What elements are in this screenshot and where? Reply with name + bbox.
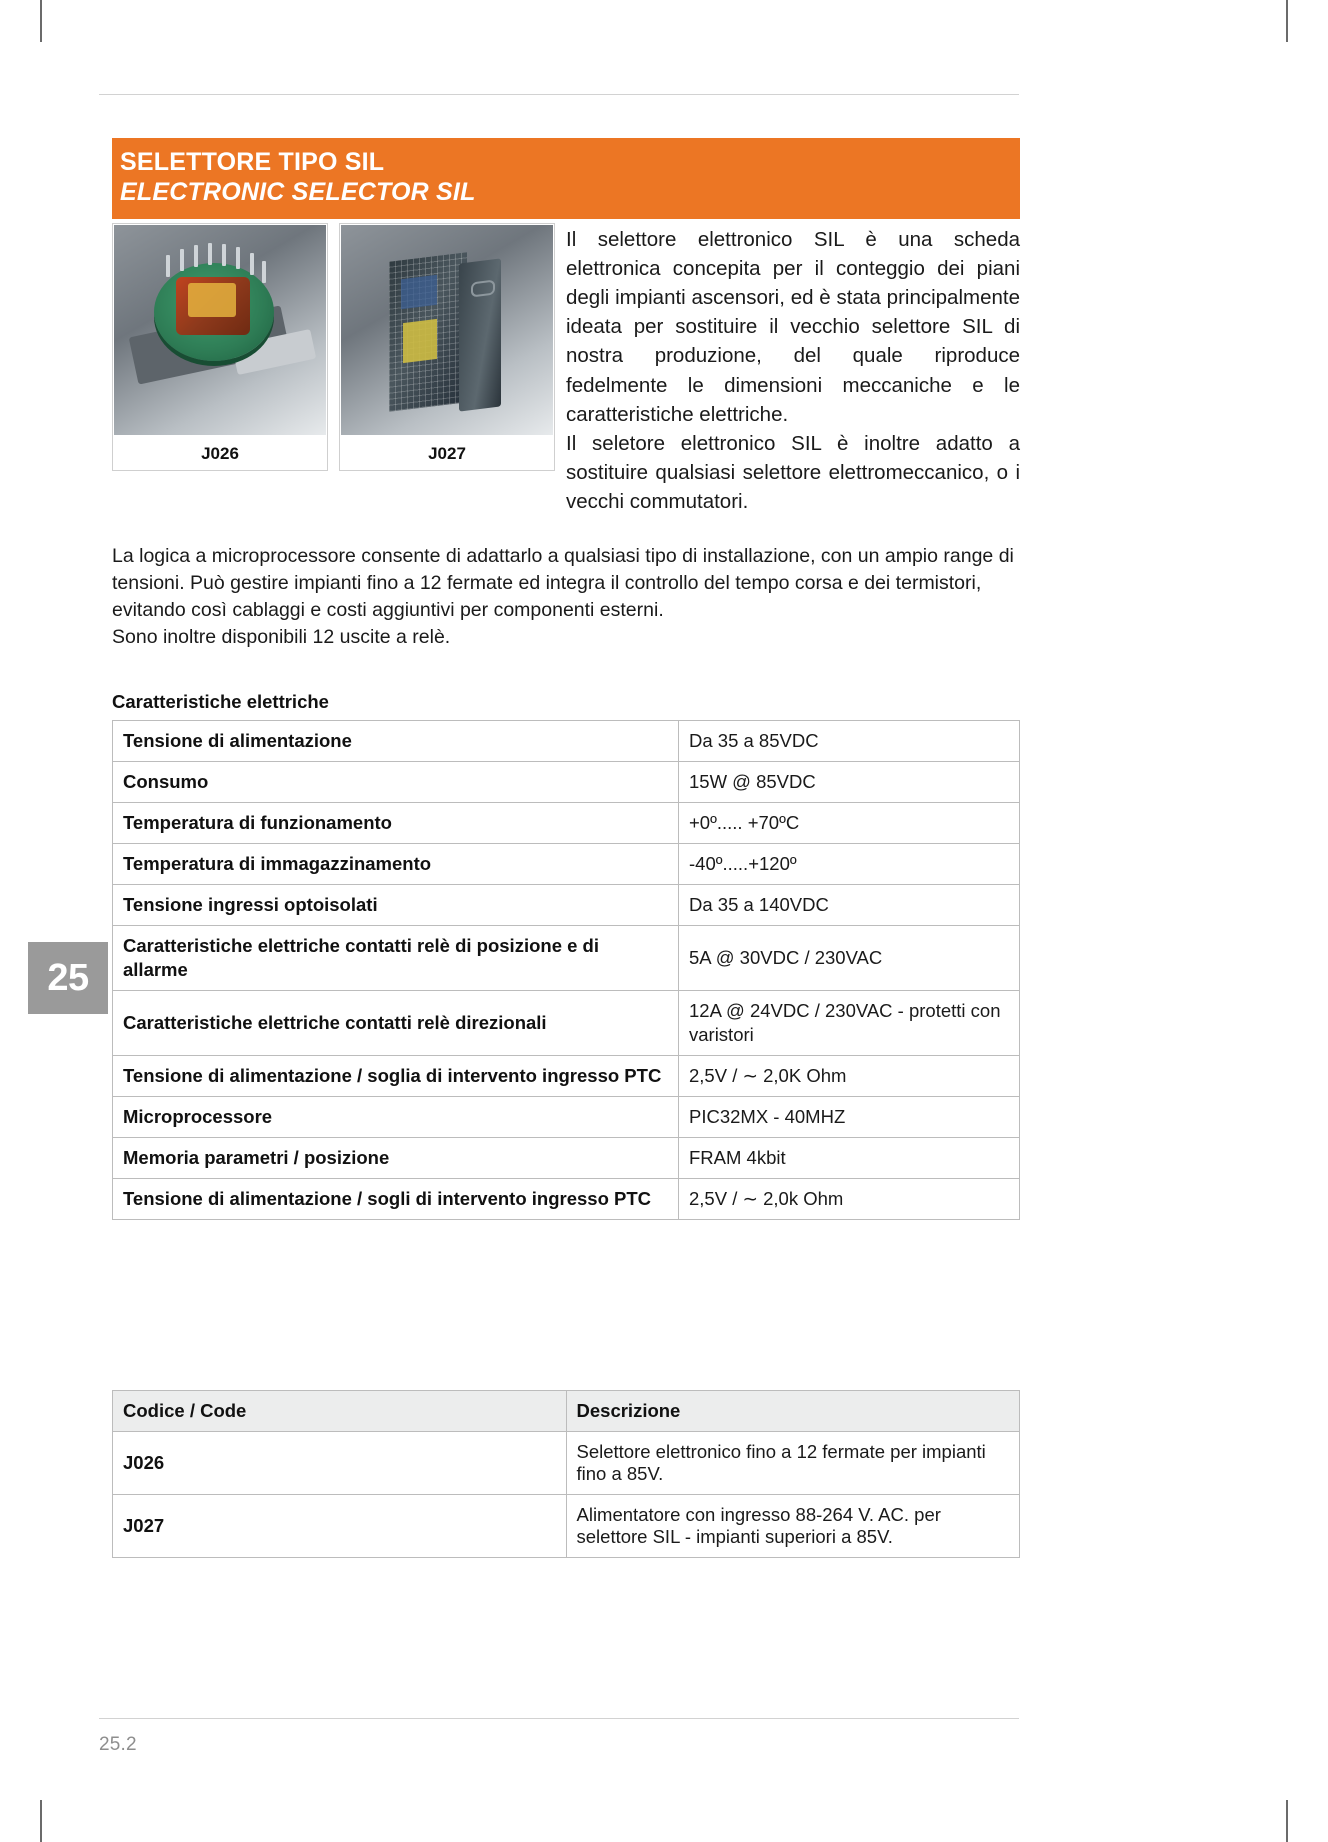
product-image-j026 [114, 225, 326, 435]
intro-paragraph-2: Il seletore elettronico SIL è inoltre adatto a sostituire qualsiasi selettore elettromeccanico, o i vecchi commutatori. [566, 431, 1020, 513]
table-row [113, 1495, 1020, 1558]
pin-icon [262, 261, 266, 283]
spec-label: Microprocessore [113, 1097, 679, 1138]
spec-value: 5A @ 30VDC / 230VAC [679, 925, 1020, 990]
pin-icon [194, 245, 198, 267]
body-paragraph-1: La logica a microprocessore consente di adattarlo a qualsiasi tipo di installazione, con un ampio range di tensioni. Può gestire impianti fino a 12 fermate ed integra il controllo del tempo corsa e dei termistori, evitando così cablaggi e costi aggiuntivi per componenti esterni. [112, 545, 1014, 621]
spec-value: 12A @ 24VDC / 230VAC - protetti con varistori [679, 991, 1020, 1056]
spec-label: Caratteristiche elettriche contatti relè di posizione e di allarme [113, 925, 679, 990]
psu-component-yellow-shape [403, 319, 437, 363]
table-row [113, 1432, 1020, 1495]
pin-icon [250, 253, 254, 275]
body-text-block [112, 543, 1020, 651]
crop-mark-bottom-right [1286, 1800, 1288, 1842]
table-row [113, 1056, 1020, 1097]
pcb-chip-shape [188, 283, 236, 317]
spec-value: FRAM 4kbit [679, 1138, 1020, 1179]
pin-icon [166, 255, 170, 277]
spec-label: Tensione di alimentazione / soglia di intervento ingresso PTC [113, 1056, 679, 1097]
table-row [113, 720, 1020, 761]
psu-component-blue-shape [401, 275, 437, 309]
spec-value: 2,5V / ∼ 2,0k Ohm [679, 1179, 1020, 1220]
intro-paragraph-1: Il selettore elettronico SIL è una scheda elettronica concepita per il conteggio dei piani degli impianti ascensori, ed è stata principalmente ideata per sostituire il vecchio selettore SIL di nostra produzione, del quale riproduce fedelmente le dimensioni meccaniche e le caratteristiche elettriche. [566, 228, 1020, 426]
spec-label: Caratteristiche elettriche contatti relè direzionali [113, 991, 679, 1056]
table-header-row [113, 1391, 1020, 1432]
spec-value: Da 35 a 85VDC [679, 720, 1020, 761]
product-code: J027 [113, 1495, 567, 1558]
table-row [113, 925, 1020, 990]
crop-mark-top-left [40, 0, 42, 42]
pin-icon [208, 243, 212, 265]
spec-value: PIC32MX - 40MHZ [679, 1097, 1020, 1138]
page-content [112, 138, 1020, 1558]
spec-value: Da 35 a 140VDC [679, 884, 1020, 925]
spec-value: 15W @ 85VDC [679, 761, 1020, 802]
spec-label: Tensione di alimentazione / sogli di intervento ingresso PTC [113, 1179, 679, 1220]
hero-row [112, 223, 1020, 516]
spec-label: Consumo [113, 761, 679, 802]
crop-mark-bottom-left [40, 1800, 42, 1842]
column-header-description: Descrizione [566, 1391, 1020, 1432]
table-row [113, 843, 1020, 884]
table-row [113, 802, 1020, 843]
page-bottom-rule [99, 1718, 1019, 1719]
product-code: J026 [113, 1432, 567, 1495]
product-code-table [112, 1390, 1020, 1558]
spec-label: Tensione ingressi optoisolati [113, 884, 679, 925]
table-row [113, 1179, 1020, 1220]
table-row [113, 1138, 1020, 1179]
table-row [113, 991, 1020, 1056]
product-image-j027 [341, 225, 553, 435]
spec-label: Temperatura di funzionamento [113, 802, 679, 843]
spec-value: +0º..... +70ºC [679, 802, 1020, 843]
table-row [113, 761, 1020, 802]
spec-table-heading: Caratteristiche elettriche [112, 690, 329, 712]
spec-label: Tensione di alimentazione [113, 720, 679, 761]
footer-page-number: 25.2 [99, 1734, 137, 1755]
table-row [113, 1097, 1020, 1138]
product-description: Alimentatore con ingresso 88-264 V. AC. per selettore SIL - impianti superiori a 85V. [566, 1495, 1020, 1558]
photo-caption-j027: J027 [428, 444, 466, 463]
section-title-band [112, 138, 1020, 219]
electrical-specs-table [112, 720, 1020, 1221]
product-description: Selettore elettronico fino a 12 fermate per impianti fino a 85V. [566, 1432, 1020, 1495]
page-top-rule [99, 94, 1019, 95]
body-paragraph-2: Sono inoltre disponibili 12 uscite a relè. [112, 625, 451, 648]
code-table-wrapper [112, 1390, 1020, 1558]
section-title-english: ELECTRONIC SELECTOR SIL [120, 177, 476, 206]
spec-value: -40º.....+120º [679, 843, 1020, 884]
pin-icon [236, 247, 240, 269]
product-photo-j026 [112, 223, 328, 471]
intro-text-block [566, 223, 1020, 516]
product-photo-j027 [339, 223, 555, 471]
spec-value: 2,5V / ∼ 2,0K Ohm [679, 1056, 1020, 1097]
spec-label: Memoria parametri / posizione [113, 1138, 679, 1179]
column-header-code: Codice / Code [113, 1391, 567, 1432]
pin-icon [222, 244, 226, 266]
spec-label: Temperatura di immagazzinamento [113, 843, 679, 884]
table-row [113, 884, 1020, 925]
crop-mark-top-right [1286, 0, 1288, 42]
section-title-italian: SELETTORE TIPO SIL [120, 148, 385, 176]
photo-caption-j026: J026 [201, 444, 239, 463]
page-number-tab: 25 [28, 942, 108, 1014]
pin-icon [180, 249, 184, 271]
